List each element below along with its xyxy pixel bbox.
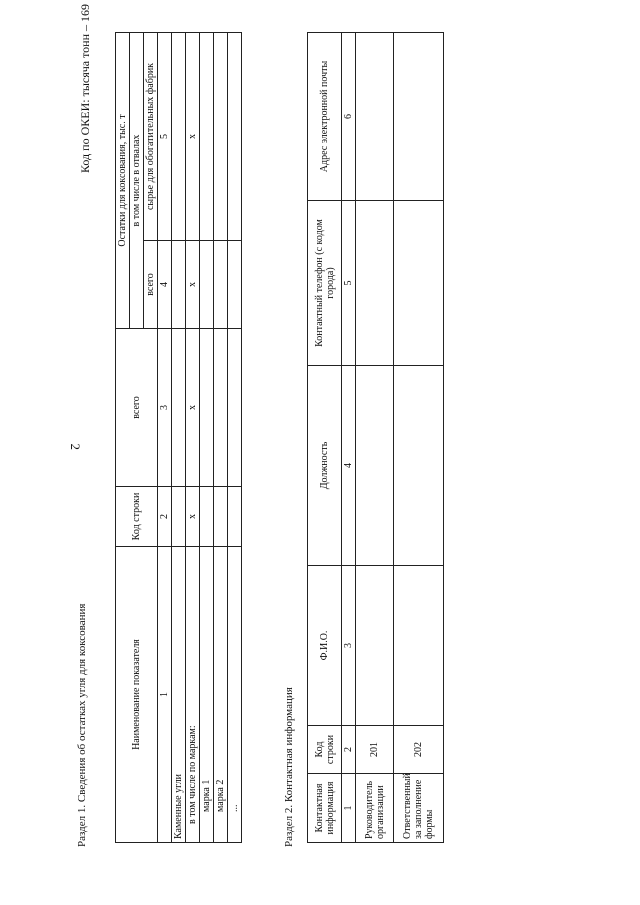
header-total: всего (116, 329, 158, 487)
header-contact-info: Контактная информация (308, 774, 342, 843)
header-indicator: Наименование показателя (116, 547, 158, 843)
section2-table (307, 32, 444, 843)
section1-title: Раздел 1. Сведения об остатках угля для коксования (76, 603, 88, 847)
section2-title: Раздел 2. Контактная информация (283, 687, 295, 847)
table-row: Ответственный за заполнение формы 202 (394, 33, 444, 843)
header-dumps-total: всего (144, 241, 158, 329)
header-in-dumps: в том числе в отвалах (130, 33, 144, 329)
table-row: Руководитель организации 201 (356, 33, 394, 843)
table-row: ... (228, 33, 242, 843)
header-remains-group: Остатки для коксования, тыс. т (116, 33, 130, 329)
table-row: в том числе по маркам: х х х х (186, 33, 200, 843)
table-row: марка 1 (200, 33, 214, 843)
header-row-code: Код строки (308, 726, 342, 774)
okei-code: Код по ОКЕИ: тысяча тонн – 169 (78, 3, 92, 173)
header-row-code: Код строки (116, 487, 158, 547)
column-numbers-row: 1 2 3 4 5 (158, 33, 172, 843)
header-email: Адрес электронной почты (308, 33, 342, 201)
header-phone: Контактный телефон (с кодом города) (308, 201, 342, 366)
table-row: марка 2 (214, 33, 228, 843)
header-enrichment-raw: сырье для обогатительных фабрик (144, 33, 158, 241)
page-number: 2 (68, 443, 83, 450)
column-numbers-row: 1 2 3 4 5 6 (342, 33, 356, 843)
header-position: Должность (308, 366, 342, 566)
header-fio: Ф.И.О. (308, 566, 342, 726)
table-row: Каменные угли (172, 33, 186, 843)
section1-table (115, 32, 242, 843)
